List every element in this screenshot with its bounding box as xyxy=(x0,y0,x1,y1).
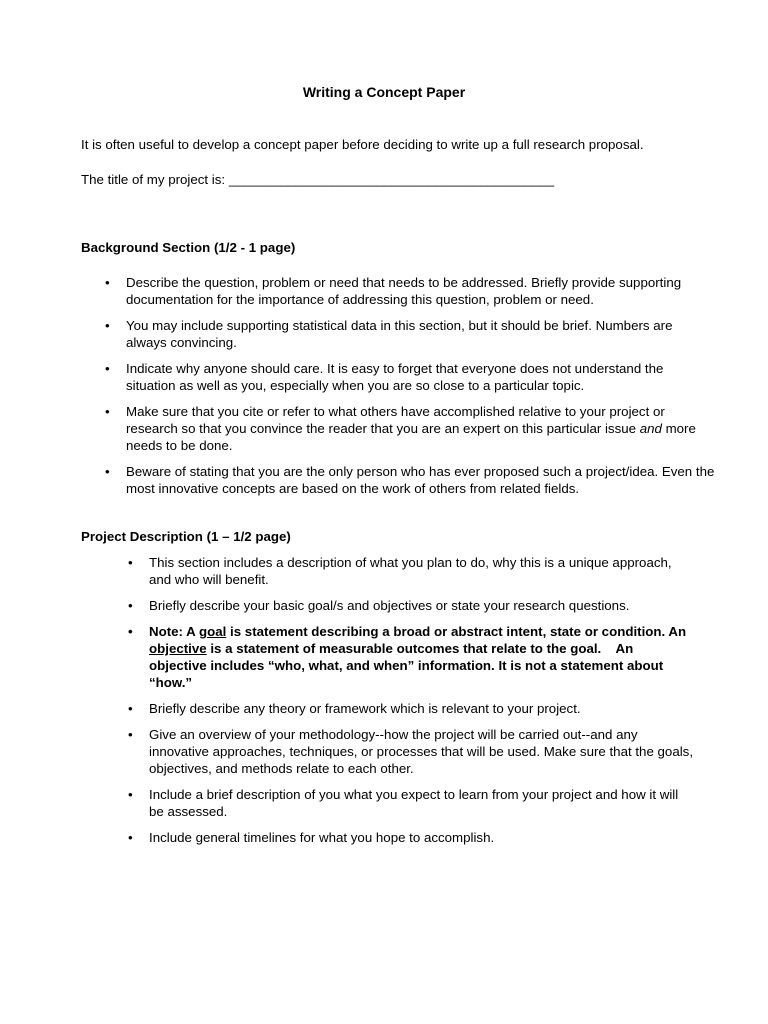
bullet-glyph: • xyxy=(105,361,110,376)
bullet-text-before: Make sure that you cite or refer to what others have accomplished relative to your project or research so that you convince the reader that you are an expert on this particular issue xyxy=(126,404,665,436)
project-bullet-7 xyxy=(128,829,694,846)
bullet-glyph: • xyxy=(128,727,133,742)
bullet-text: Briefly describe your basic goal/s and objectives or state your research questions. xyxy=(149,598,630,613)
page-title: Writing a Concept Paper xyxy=(302,84,466,100)
bullet-glyph: • xyxy=(128,624,133,639)
bullet-text-after: more needs to be done. xyxy=(126,421,696,453)
project-bullet-note xyxy=(128,623,694,691)
background-bullet-1 xyxy=(105,274,716,308)
note-text-1: Note: A xyxy=(149,624,199,639)
bullet-text: Describe the question, problem or need that needs to be addressed. Briefly provide supporting documentation for the importance of addressing this question, problem or need. xyxy=(126,275,682,307)
background-bullet-2 xyxy=(105,317,716,351)
bullet-glyph: • xyxy=(128,787,133,802)
bullet-text: Include a brief description of you what you expect to learn from your project and how it will be assessed. xyxy=(149,787,679,819)
bullet-text: Beware of stating that you are the only person who has ever proposed such a project/idea. Even the most innovative concepts are based on the work of others from related fields. xyxy=(126,464,715,496)
bullet-glyph: • xyxy=(105,464,110,479)
background-bullet-4 xyxy=(105,403,716,454)
project-bullet-5 xyxy=(128,726,694,777)
note-goal-term: goal xyxy=(198,624,227,639)
bullet-glyph: • xyxy=(105,318,110,333)
project-title-blank: ____________________________________________ xyxy=(228,172,555,187)
bullet-text: Briefly describe any theory or framework which is relevant to your project. xyxy=(149,701,581,716)
bullet-text: Include general timelines for what you hope to accomplish. xyxy=(149,830,495,845)
bullet-glyph: • xyxy=(128,701,133,716)
bullet-glyph: • xyxy=(105,404,110,419)
background-bullet-list xyxy=(105,274,716,506)
bullet-glyph: • xyxy=(105,275,110,290)
project-heading: Project Description (1 – 1/2 page) xyxy=(81,529,291,544)
project-title-prompt: The title of my project is: xyxy=(81,172,226,187)
bullet-text: Give an overview of your methodology--how the project will be carried out--and any innovative approaches, techniques, or processes that will be used. Make sure that the goals, objectives, and methods relate to each other. xyxy=(149,727,694,776)
project-bullet-6 xyxy=(128,786,694,820)
project-bullet-list xyxy=(128,554,694,855)
bullet-text-italic: and xyxy=(639,421,662,436)
background-bullet-3 xyxy=(105,360,716,394)
project-bullet-4 xyxy=(128,700,694,717)
bullet-glyph: • xyxy=(128,830,133,845)
note-text-2: is statement describing a broad or abstract intent, state or condition. An xyxy=(226,624,687,639)
project-title-line xyxy=(81,171,554,188)
bullet-text: You may include supporting statistical data in this section, but it should be brief. Numbers are always convincing. xyxy=(126,318,673,350)
bullet-text: Indicate why anyone should care. It is easy to forget that everyone does not understand the situation as well as you, especially when you are so close to a particular topic. xyxy=(126,361,664,393)
project-bullet-2 xyxy=(128,597,694,614)
note-text-3: is a statement of measurable outcomes that relate to the goal. An objective includes “who, what, and when” information. It is not a statement about “how.” xyxy=(149,641,667,690)
note-objective-term: objective xyxy=(149,641,207,656)
bullet-glyph: • xyxy=(128,598,133,613)
bullet-glyph: • xyxy=(128,555,133,570)
intro-paragraph: It is often useful to develop a concept paper before deciding to write up a full research proposal. xyxy=(81,137,644,152)
project-bullet-1 xyxy=(128,554,694,588)
background-bullet-5 xyxy=(105,463,716,497)
background-heading: Background Section (1/2 - 1 page) xyxy=(81,240,296,255)
bullet-text: This section includes a description of what you plan to do, why this is a unique approach, and who will benefit. xyxy=(149,555,672,587)
